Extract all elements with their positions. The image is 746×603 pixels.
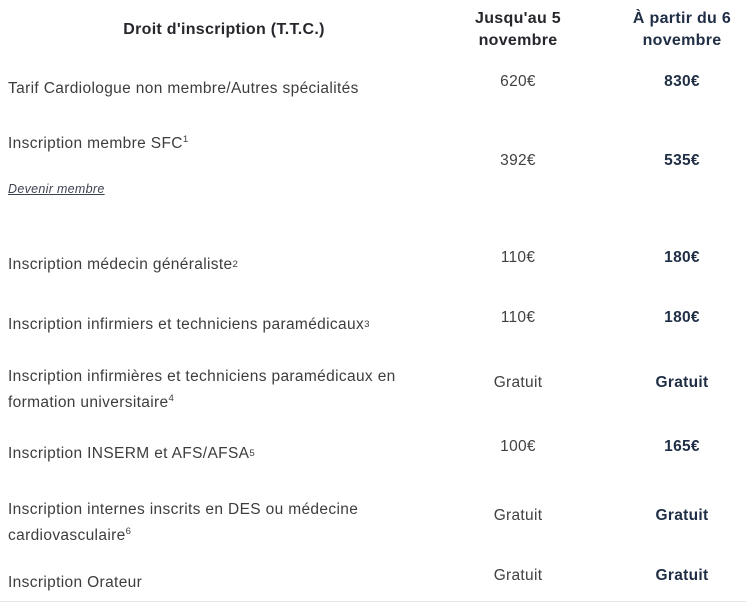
column-header-late-deadline: À partir du 6 novembre [632, 10, 732, 49]
late-price: Gratuit [655, 507, 709, 524]
late-price: Gratuit [655, 567, 709, 584]
row-label [0, 60, 448, 118]
row-label-text: Tarif Cardiologue non membre/Autres spécialités [8, 80, 359, 97]
late-price: Gratuit [655, 374, 709, 391]
table-row [0, 60, 746, 118]
row-label-text: Inscription médecin généraliste [8, 256, 233, 273]
row-label [0, 483, 448, 563]
early-price: 620€ [500, 73, 536, 90]
late-price: 180€ [664, 309, 700, 326]
table-bottom-border [0, 601, 746, 602]
early-price: Gratuit [493, 567, 543, 584]
column-header-early-deadline: Jusqu'au 5 novembre [475, 10, 561, 49]
row-label-text: Inscription INSERM et AFS/AFSA [8, 445, 250, 462]
row-label-text: Inscription Orateur [8, 574, 143, 591]
early-price: 110€ [500, 309, 536, 326]
row-label: Inscription médecin généraliste 2 [0, 235, 448, 295]
row-label-text: Inscription membre SFC$^1$ [8, 133, 189, 152]
footnote-marker: 6 [125, 525, 132, 537]
early-price: 110€ [500, 249, 536, 266]
footnote-marker: 4 [168, 392, 175, 404]
early-price: 100€ [500, 438, 536, 455]
row-label: Inscription infirmiers et techniciens paramédicaux 3 [0, 295, 448, 355]
table-row [0, 118, 746, 235]
row-label-text: Inscription infirmiers et techniciens paramédicaux [8, 316, 365, 333]
early-price: 392€ [500, 152, 536, 169]
row-label [0, 118, 448, 235]
table-row [0, 563, 746, 603]
table-row [0, 483, 746, 563]
column-header-description: Droit d'inscription (T.T.C.) [123, 21, 325, 38]
late-price: 180€ [664, 249, 700, 266]
late-price: 165€ [664, 438, 700, 455]
row-label [0, 563, 448, 603]
table-row [0, 235, 746, 295]
table-row [0, 425, 746, 483]
late-price: 830€ [664, 73, 700, 90]
table-row [0, 295, 746, 355]
devenir-membre-link[interactable]: Devenir membre [8, 182, 105, 196]
row-label [0, 355, 448, 425]
late-price: 535€ [664, 152, 700, 169]
early-price: Gratuit [493, 374, 543, 391]
footnote-marker: 1 [182, 133, 189, 145]
early-price: Gratuit [493, 507, 543, 524]
row-label: Inscription INSERM et AFS/AFSA 5 [0, 425, 448, 483]
row-label-text: Inscription infirmières et techniciens paramédicaux en formation universitaire$^4$ [8, 368, 396, 411]
table-header-row [0, 0, 746, 60]
table-row [0, 355, 746, 425]
row-label-text: Inscription internes inscrits en DES ou médecine cardiovasculaire$^6$ [8, 501, 359, 544]
